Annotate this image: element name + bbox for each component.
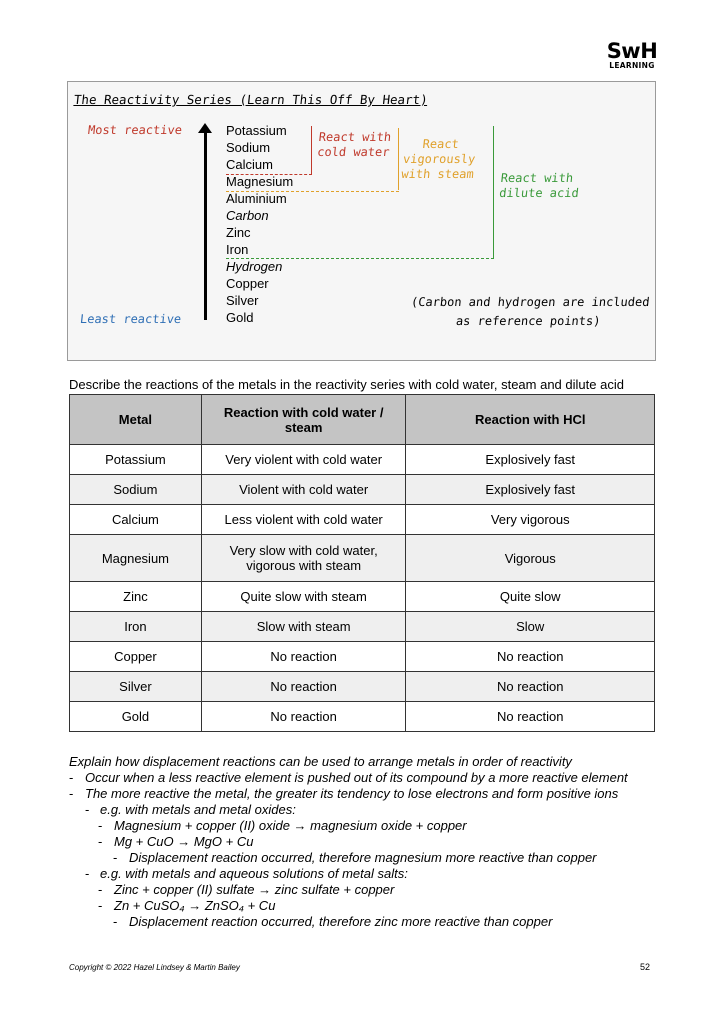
- table-cell: Silver: [70, 672, 202, 702]
- displacement-notes: [69, 754, 628, 930]
- table-cell: Explosively fast: [406, 475, 655, 505]
- column-header: Reaction with cold water / steam: [201, 395, 406, 445]
- metal-item: Gold: [226, 310, 254, 325]
- logo-text: SwH: [606, 39, 658, 63]
- reactivity-arrow-line: [204, 130, 207, 320]
- table-row: [70, 642, 655, 672]
- column-header: Metal: [70, 395, 202, 445]
- page-number: 52: [640, 962, 651, 972]
- table-cell: Slow: [406, 612, 655, 642]
- steam-label-line: with steam: [400, 167, 475, 181]
- table-cell: Quite slow with steam: [201, 582, 406, 612]
- dilute-acid-label: [498, 171, 581, 201]
- most-reactive-label: Most reactive: [87, 123, 183, 137]
- reference-note: [408, 293, 650, 331]
- table-cell: Iron: [70, 612, 202, 642]
- metal-item: Iron: [226, 242, 249, 257]
- table-cell: Quite slow: [406, 582, 655, 612]
- table-cell: No reaction: [406, 702, 655, 732]
- metal-item: Carbon: [226, 208, 269, 223]
- logo-subtext: LEARNING: [609, 61, 655, 70]
- table-cell: Calcium: [70, 505, 202, 535]
- note-item: - The more reactive the metal, the greater its tendency to lose electrons and form positive ions: [69, 786, 619, 801]
- note-item: - e.g. with metals and metal oxides:: [85, 802, 296, 817]
- table-cell: Zinc: [70, 582, 202, 612]
- metal-item: Copper: [226, 276, 269, 291]
- table-cell: Very vigorous: [406, 505, 655, 535]
- table-cell: Violent with cold water: [201, 475, 406, 505]
- copyright-notice: Copyright © 2022 Hazel Lindsey & Martin Bailey: [69, 963, 240, 972]
- note-text: Displacement reaction occurred, therefore zinc more reactive than copper: [129, 914, 553, 929]
- steam-bracket: [398, 128, 399, 190]
- note-text: The more reactive the metal, the greater its tendency to lose electrons and form positive ions: [85, 786, 619, 801]
- metal-item: Calcium: [226, 157, 273, 172]
- metal-item: Hydrogen: [226, 259, 283, 274]
- notes-heading: Explain how displacement reactions can be used to arrange metals in order of reactivity: [69, 754, 572, 769]
- swh-learning-logo: [602, 40, 662, 70]
- dilute-acid-divider: [226, 258, 494, 259]
- note-text: Magnesium + copper (II) oxide → magnesium oxide + copper: [114, 818, 467, 833]
- table-cell: Explosively fast: [406, 445, 655, 475]
- reactivity-series-panel: [67, 81, 656, 361]
- note-text: Displacement reaction occurred, therefore magnesium more reactive than copper: [129, 850, 597, 865]
- metal-item: Potassium: [226, 123, 287, 138]
- note-item: - Occur when a less reactive element is pushed out of its compound by a more reactive element: [69, 770, 628, 785]
- cold-water-bracket: [311, 126, 312, 174]
- table-cell: Sodium: [70, 475, 202, 505]
- table-row: [70, 702, 655, 732]
- table-cell: Very violent with cold water: [201, 445, 406, 475]
- table-header-row: [70, 395, 655, 445]
- note-item: - e.g. with metals and aqueous solutions of metal salts:: [85, 866, 408, 881]
- table-row: [70, 582, 655, 612]
- dilute-acid-bracket: [493, 126, 494, 258]
- column-header: Reaction with HCl: [406, 395, 655, 445]
- table-cell: No reaction: [406, 642, 655, 672]
- table-cell: Copper: [70, 642, 202, 672]
- steam-label-line: React: [421, 137, 460, 151]
- note-text: Mg + CuO → MgO + Cu: [114, 834, 254, 849]
- metal-item: Silver: [226, 293, 259, 308]
- metal-item: Zinc: [226, 225, 251, 240]
- table-cell: Less violent with cold water: [201, 505, 406, 535]
- steam-label: [401, 137, 478, 182]
- table-row: [70, 672, 655, 702]
- table-row: [70, 535, 655, 582]
- table-cell: Vigorous: [406, 535, 655, 582]
- steam-divider: [226, 191, 399, 192]
- table-row: [70, 475, 655, 505]
- reference-note-line: as reference points): [455, 314, 602, 328]
- note-text: Zinc + copper (II) sulfate → zinc sulfate + copper: [114, 882, 395, 897]
- series-title: The Reactivity Series (Learn This Off By Heart): [73, 92, 429, 107]
- reactions-table: [69, 394, 655, 732]
- note-item: - Displacement reaction occurred, therefore zinc more reactive than copper: [113, 914, 553, 929]
- note-item: - Mg + CuO → MgO + Cu: [98, 834, 254, 849]
- steam-label-line: vigorously: [402, 152, 477, 166]
- note-item: - Zn + CuSO₄ → ZnSO₄ + Cu: [98, 898, 276, 913]
- metal-item: Magnesium: [226, 174, 294, 189]
- cold-water-label-line: React with: [318, 130, 392, 144]
- note-item: - Zinc + copper (II) sulfate → zinc sulfate + copper: [98, 882, 395, 897]
- note-text: e.g. with metals and aqueous solutions of metal salts:: [100, 866, 408, 881]
- table-row: [70, 505, 655, 535]
- table-cell: No reaction: [201, 702, 406, 732]
- cold-water-label-line: cold water: [316, 145, 391, 159]
- table-cell: Potassium: [70, 445, 202, 475]
- note-text: Zn + CuSO₄ → ZnSO₄ + Cu: [114, 898, 276, 913]
- table-cell: No reaction: [201, 672, 406, 702]
- note-item: - Magnesium + copper (II) oxide → magnesium oxide + copper: [98, 818, 467, 833]
- table-row: [70, 445, 655, 475]
- table-cell: No reaction: [406, 672, 655, 702]
- metal-item: Sodium: [226, 140, 271, 155]
- least-reactive-label: Least reactive: [79, 312, 182, 326]
- note-text: Occur when a less reactive element is pushed out of its compound by a more reactive element: [85, 770, 628, 785]
- dilute-acid-label-line: React with: [500, 171, 574, 185]
- table-cell: Very slow with cold water, vigorous with steam: [201, 535, 406, 582]
- table-row: [70, 612, 655, 642]
- reference-note-line: (Carbon and hydrogen are included: [410, 295, 651, 309]
- note-text: e.g. with metals and metal oxides:: [100, 802, 296, 817]
- metal-list: [226, 122, 293, 326]
- table-cell: Slow with steam: [201, 612, 406, 642]
- table-instruction: Describe the reactions of the metals in the reactivity series with cold water, steam and dilute acid: [69, 377, 624, 392]
- metal-item: Aluminium: [226, 191, 287, 206]
- cold-water-label: [316, 130, 391, 160]
- note-item: - Displacement reaction occurred, therefore magnesium more reactive than copper: [113, 850, 597, 865]
- cold-water-divider: [226, 174, 312, 175]
- table-cell: Magnesium: [70, 535, 202, 582]
- table-cell: Gold: [70, 702, 202, 732]
- table-cell: No reaction: [201, 642, 406, 672]
- dilute-acid-label-line: dilute acid: [498, 186, 580, 200]
